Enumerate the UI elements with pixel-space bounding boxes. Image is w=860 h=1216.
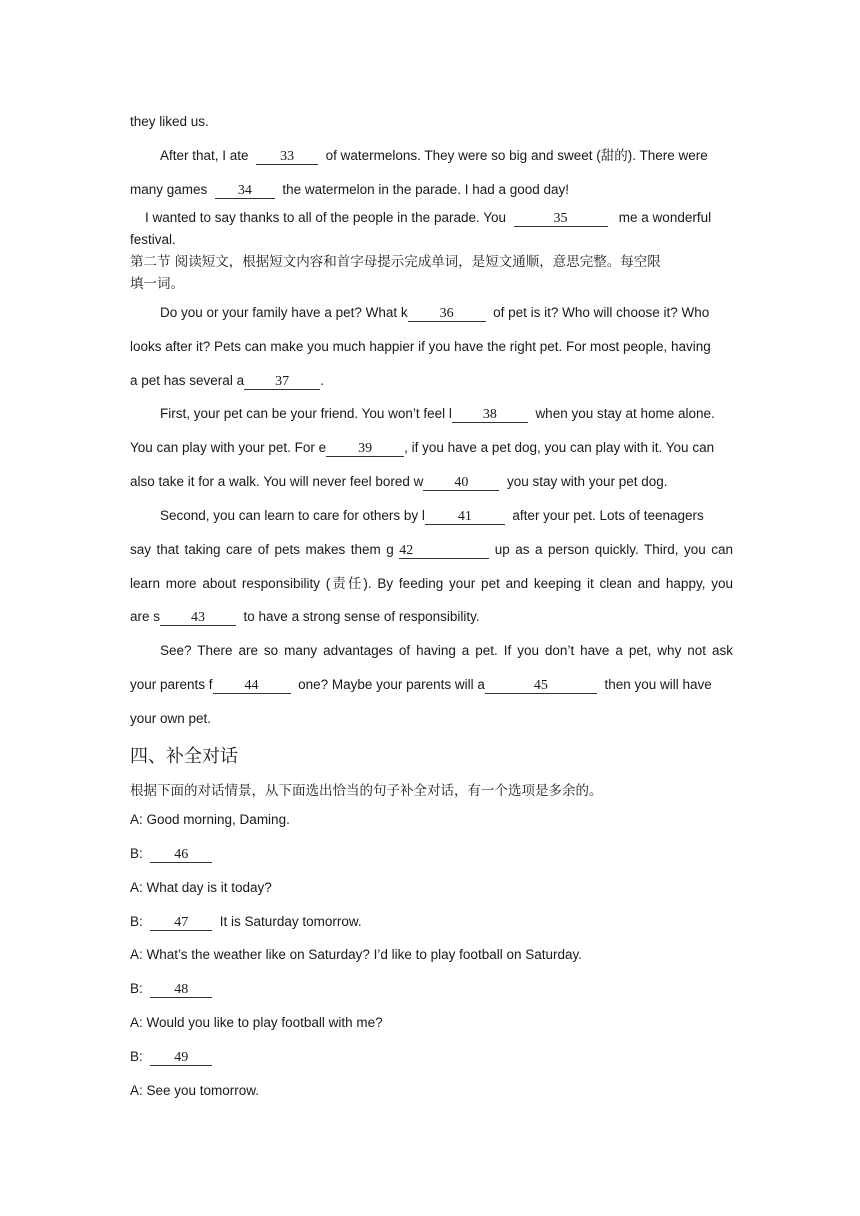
blank-47[interactable]: 47 xyxy=(150,915,212,931)
section-instruction: 第二节 阅读短文，根据短文内容和首字母提示完成单词，是短文通顺，意思完整。每空限 xyxy=(130,254,661,270)
text-line: First, your pet can be your friend. You won’t feel l 38 when you stay at home alone. xyxy=(160,406,715,422)
dialog-line: B: 49 xyxy=(130,1048,733,1066)
dialog-line: A: Would you like to play football with me? xyxy=(130,1015,383,1030)
blank-42[interactable]: 42 xyxy=(399,543,489,559)
blank-45[interactable]: 45 xyxy=(485,678,597,694)
text-line: many games 34 the watermelon in the parade. I had a good day! xyxy=(130,182,570,198)
text-line: say that taking care of pets makes them g 42 up as a person quickly. Third, you can xyxy=(130,542,733,558)
dialog-line: A: Good morning, Daming. xyxy=(130,812,290,827)
dialog-line: B: 47 It is Saturday tomorrow. xyxy=(130,914,362,930)
text-line: your own pet. xyxy=(130,711,212,726)
text-line: your parents f 44 one? Maybe your parents will a 45 then you will have xyxy=(130,677,712,693)
blank-43[interactable]: 43 xyxy=(160,610,236,626)
blank-33[interactable]: 33 xyxy=(256,149,318,165)
blank-48[interactable]: 48 xyxy=(150,982,212,998)
blank-41[interactable]: 41 xyxy=(425,509,505,525)
section-instruction: 填一词。 xyxy=(130,276,184,292)
text-line: a pet has several a 37 . xyxy=(130,373,324,389)
part-title: 四、补全对话 xyxy=(130,746,238,767)
blank-38[interactable]: 38 xyxy=(452,407,528,423)
text-line: festival. xyxy=(130,232,176,247)
text-line: Do you or your family have a pet? What k 36 of pet is it? Who will choose it? Who xyxy=(160,305,710,321)
text-line: Second, you can learn to care for others by l 41 after your pet. Lots of teenagers xyxy=(160,508,704,524)
text-line: After that, I ate 33 of watermelons. They were so big and sweet (甜的). There were xyxy=(160,148,708,164)
text-line: are s 43 to have a strong sense of responsibility. xyxy=(130,609,480,625)
text-line: looks after it? Pets can make you much happier if you have the right pet. For most people, having xyxy=(130,339,711,354)
text-line: also take it for a walk. You will never feel bored w 40 you stay with your pet dog. xyxy=(130,474,668,490)
blank-39[interactable]: 39 xyxy=(326,441,404,457)
blank-34[interactable]: 34 xyxy=(215,183,275,199)
text-line: they liked us. xyxy=(130,114,209,129)
blank-46[interactable]: 46 xyxy=(150,847,212,863)
dialog-line: A: See you tomorrow. xyxy=(130,1083,260,1098)
text-line: See? There are so many advantages of having a pet. If you don’t have a pet, why not ask xyxy=(160,643,733,658)
dialog-line: B: 48 xyxy=(130,980,733,998)
dialog-line: A: What day is it today? xyxy=(130,880,272,895)
blank-44[interactable]: 44 xyxy=(213,678,291,694)
blank-40[interactable]: 40 xyxy=(423,475,499,491)
part-instruction: 根据下面的对话情景，从下面选出恰当的句子补全对话，有一个选项是多余的。 xyxy=(130,783,603,799)
text-line: I wanted to say thanks to all of the people in the parade. You 35 me a wonderful xyxy=(145,210,712,226)
blank-49[interactable]: 49 xyxy=(150,1050,212,1066)
text-line: You can play with your pet. For e 39 , if you have a pet dog, you can play with it. You can xyxy=(130,440,715,456)
text-line: learn more about responsibility (责任). By feeding your pet and keeping it clean and happy, you xyxy=(130,576,733,591)
blank-35[interactable]: 35 xyxy=(514,211,608,227)
dialog-line: A: What’s the weather like on Saturday? I’d like to play football on Saturday. xyxy=(130,947,583,962)
blank-36[interactable]: 36 xyxy=(408,306,486,322)
dialog-line: B: 46 xyxy=(130,845,733,863)
blank-37[interactable]: 37 xyxy=(244,374,320,390)
